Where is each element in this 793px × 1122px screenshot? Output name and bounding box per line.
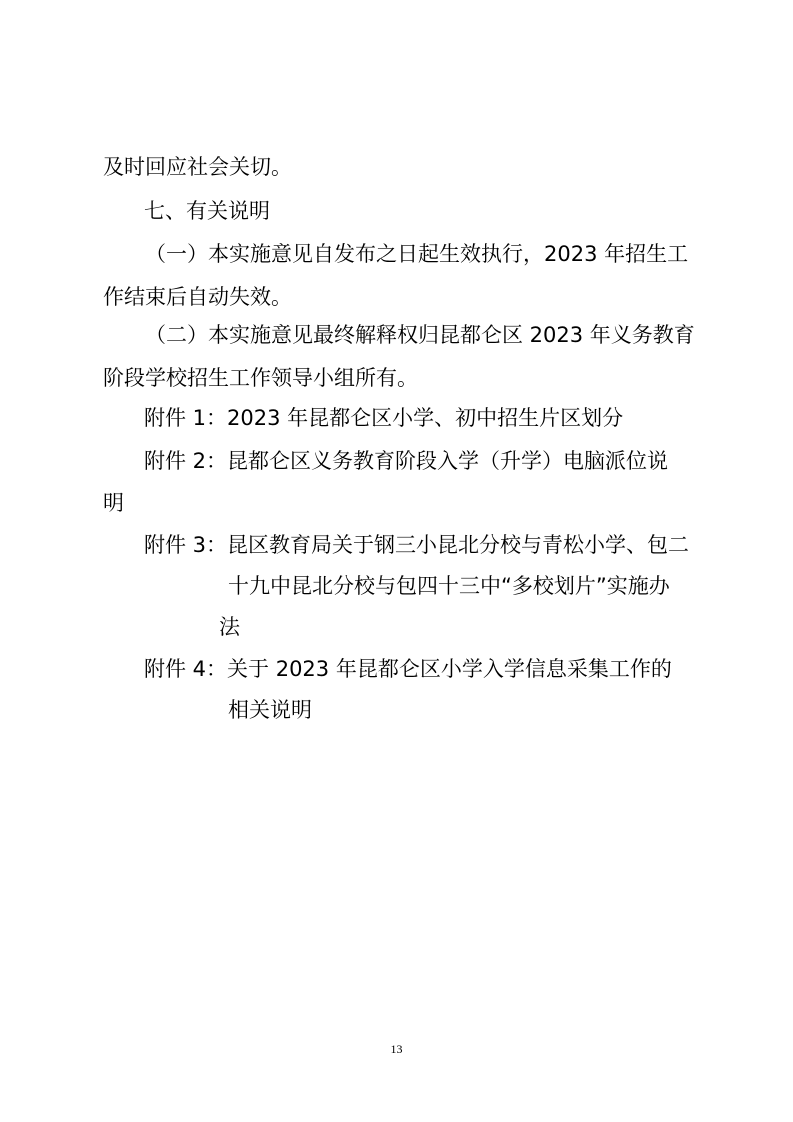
section-heading: 七、有关说明	[144, 199, 270, 223]
attachment-line: 附件 1：2023 年昆都仑区小学、初中招生片区划分	[144, 406, 624, 430]
attachment-line: 附件 4：关于 2023 年昆都仑区小学入学信息采集工作的	[144, 657, 672, 681]
attachment-line: 十九中昆北分校与包四十三中“多校划片”实施办	[228, 574, 670, 598]
paragraph-line: 及时回应社会关切。	[103, 155, 292, 179]
paragraph-line: （二）本实施意见最终解释权归昆都仑区 2023 年义务教育	[145, 323, 695, 347]
attachment-line: 附件 3：昆区教育局关于钢三小昆北分校与青松小学、包二	[144, 533, 690, 557]
attachment-line: 相关说明	[228, 698, 312, 722]
attachment-line: 明	[103, 491, 124, 515]
attachment-line: 法	[219, 615, 240, 639]
attachment-line: 附件 2：昆都仑区义务教育阶段入学（升学）电脑派位说	[144, 449, 669, 473]
page-number: 13	[390, 1042, 403, 1056]
paragraph-line: 阶段学校招生工作领导小组所有。	[103, 366, 418, 390]
paragraph-line: 作结束后自动失效。	[103, 285, 292, 309]
paragraph-line: （一）本实施意见自发布之日起生效执行，2023 年招生工	[145, 242, 689, 266]
